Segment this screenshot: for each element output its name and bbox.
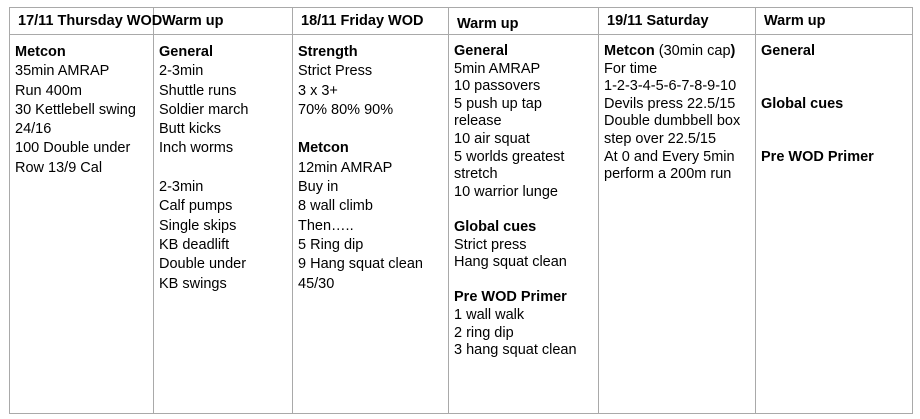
- column-header-label: Warm up: [457, 16, 519, 32]
- cell-line: Pre WOD Primer: [761, 148, 874, 165]
- cell-line: Inch worms: [159, 140, 234, 157]
- column-header-label: Warm up: [764, 13, 826, 29]
- cell-line: 2 ring dip: [454, 324, 514, 341]
- cell-line: Strict Press: [298, 63, 373, 80]
- cell-line: Strict press: [454, 236, 527, 253]
- cell-line: stretch: [454, 166, 498, 183]
- cell-line: 3 hang squat clean: [454, 342, 577, 359]
- cell-line: 35min AMRAP: [15, 63, 110, 80]
- cell-line: release: [454, 113, 502, 130]
- cell-line: At 0 and Every 5min: [604, 148, 735, 165]
- cell-line: Metcon (30min cap): [604, 43, 736, 59]
- column-header-warmup-thursday: [154, 8, 293, 35]
- cell-line: 5 push up tap: [454, 95, 542, 112]
- cell-line: Strength: [298, 44, 358, 60]
- column-header-warmup-friday: [449, 8, 599, 35]
- cell-line: [761, 78, 910, 96]
- cell-line: 10 warrior lunge: [454, 183, 558, 200]
- cell-line: 70% 80% 90%: [298, 101, 394, 118]
- column-header-label: Warm up: [162, 13, 224, 29]
- cell-line: perform a 200m run: [604, 166, 732, 183]
- cell-line: Metcon: [15, 44, 66, 60]
- column-header-thursday-wod: [10, 8, 163, 35]
- cell-line: [298, 120, 446, 139]
- cell-saturday-wod: [599, 35, 756, 414]
- cell-line: Butt kicks: [159, 121, 222, 138]
- header-row: [10, 8, 913, 35]
- wod-schedule-table: [9, 7, 913, 414]
- cell-line: [159, 159, 290, 178]
- cell-line: 100 Double under: [15, 140, 131, 157]
- cell-line: 10 air squat: [454, 130, 530, 147]
- cell-line: 2-3min: [159, 179, 204, 196]
- cell-line: 24/16: [15, 121, 52, 138]
- cell-line: Pre WOD Primer: [454, 289, 567, 306]
- cell-thursday-wod: [10, 35, 154, 414]
- cell-line: Run 400m: [15, 82, 82, 99]
- cell-line: General: [159, 44, 213, 60]
- cell-line: For time: [604, 60, 658, 77]
- cell-line: [761, 61, 910, 79]
- column-header-label: 17/11 Thursday WOD: [18, 13, 163, 29]
- cell-friday-wod: [293, 35, 449, 414]
- cell-line: 1 wall walk: [454, 306, 525, 323]
- cell-line: Calf pumps: [159, 198, 233, 215]
- column-header-warmup-saturday: [756, 8, 913, 35]
- column-header-friday-wod: [293, 8, 449, 35]
- content-row: [10, 35, 913, 414]
- cell-line: [761, 113, 910, 131]
- cell-line: 8 wall climb: [298, 198, 373, 215]
- cell-line: Soldier march: [159, 101, 249, 118]
- cell-line: Metcon: [298, 140, 349, 157]
- cell-line: 2-3min: [159, 63, 204, 80]
- cell-warmup-thursday: [154, 35, 293, 414]
- cell-line: Devils press 22.5/15: [604, 95, 736, 112]
- cell-warmup-saturday: [756, 35, 913, 414]
- cell-line: Row 13/9 Cal: [15, 159, 103, 176]
- cell-line: step over 22.5/15: [604, 130, 717, 147]
- cell-line: [761, 131, 910, 149]
- cell-line: 9 Hang squat clean: [298, 256, 423, 273]
- cell-line: 5 Ring dip: [298, 236, 364, 253]
- cell-line: Shuttle runs: [159, 82, 237, 99]
- cell-line: KB deadlift: [159, 236, 230, 253]
- column-header-label: 19/11 Saturday: [607, 13, 709, 29]
- cell-line: Global cues: [761, 95, 844, 112]
- cell-line: [454, 201, 596, 219]
- cell-line: 1-2-3-4-5-6-7-8-9-10: [604, 78, 737, 95]
- cell-line: Double dumbbell box: [604, 113, 741, 130]
- column-header-saturday-wod: [599, 8, 756, 35]
- cell-line: Single skips: [159, 217, 237, 234]
- cell-line: 5 worlds greatest: [454, 148, 565, 165]
- cell-line: 45/30: [298, 275, 335, 292]
- cell-line: 12min AMRAP: [298, 159, 393, 176]
- cell-line: Hang squat clean: [454, 254, 567, 271]
- cell-line: KB swings: [159, 275, 227, 292]
- cell-line: 10 passovers: [454, 78, 541, 95]
- cell-line: General: [761, 43, 815, 59]
- cell-line: 3 x 3+: [298, 82, 338, 99]
- column-header-label: 18/11 Friday WOD: [301, 13, 424, 29]
- cell-line: Double under: [159, 256, 247, 273]
- cell-line: Global cues: [454, 218, 537, 235]
- cell-line: Then…..: [298, 217, 354, 234]
- cell-line: General: [454, 43, 508, 59]
- cell-line: Buy in: [298, 179, 339, 196]
- cell-line: 30 Kettlebell swing: [15, 101, 136, 118]
- cell-line: [454, 272, 596, 290]
- cell-warmup-friday: [449, 35, 599, 414]
- cell-line: 5min AMRAP: [454, 60, 541, 77]
